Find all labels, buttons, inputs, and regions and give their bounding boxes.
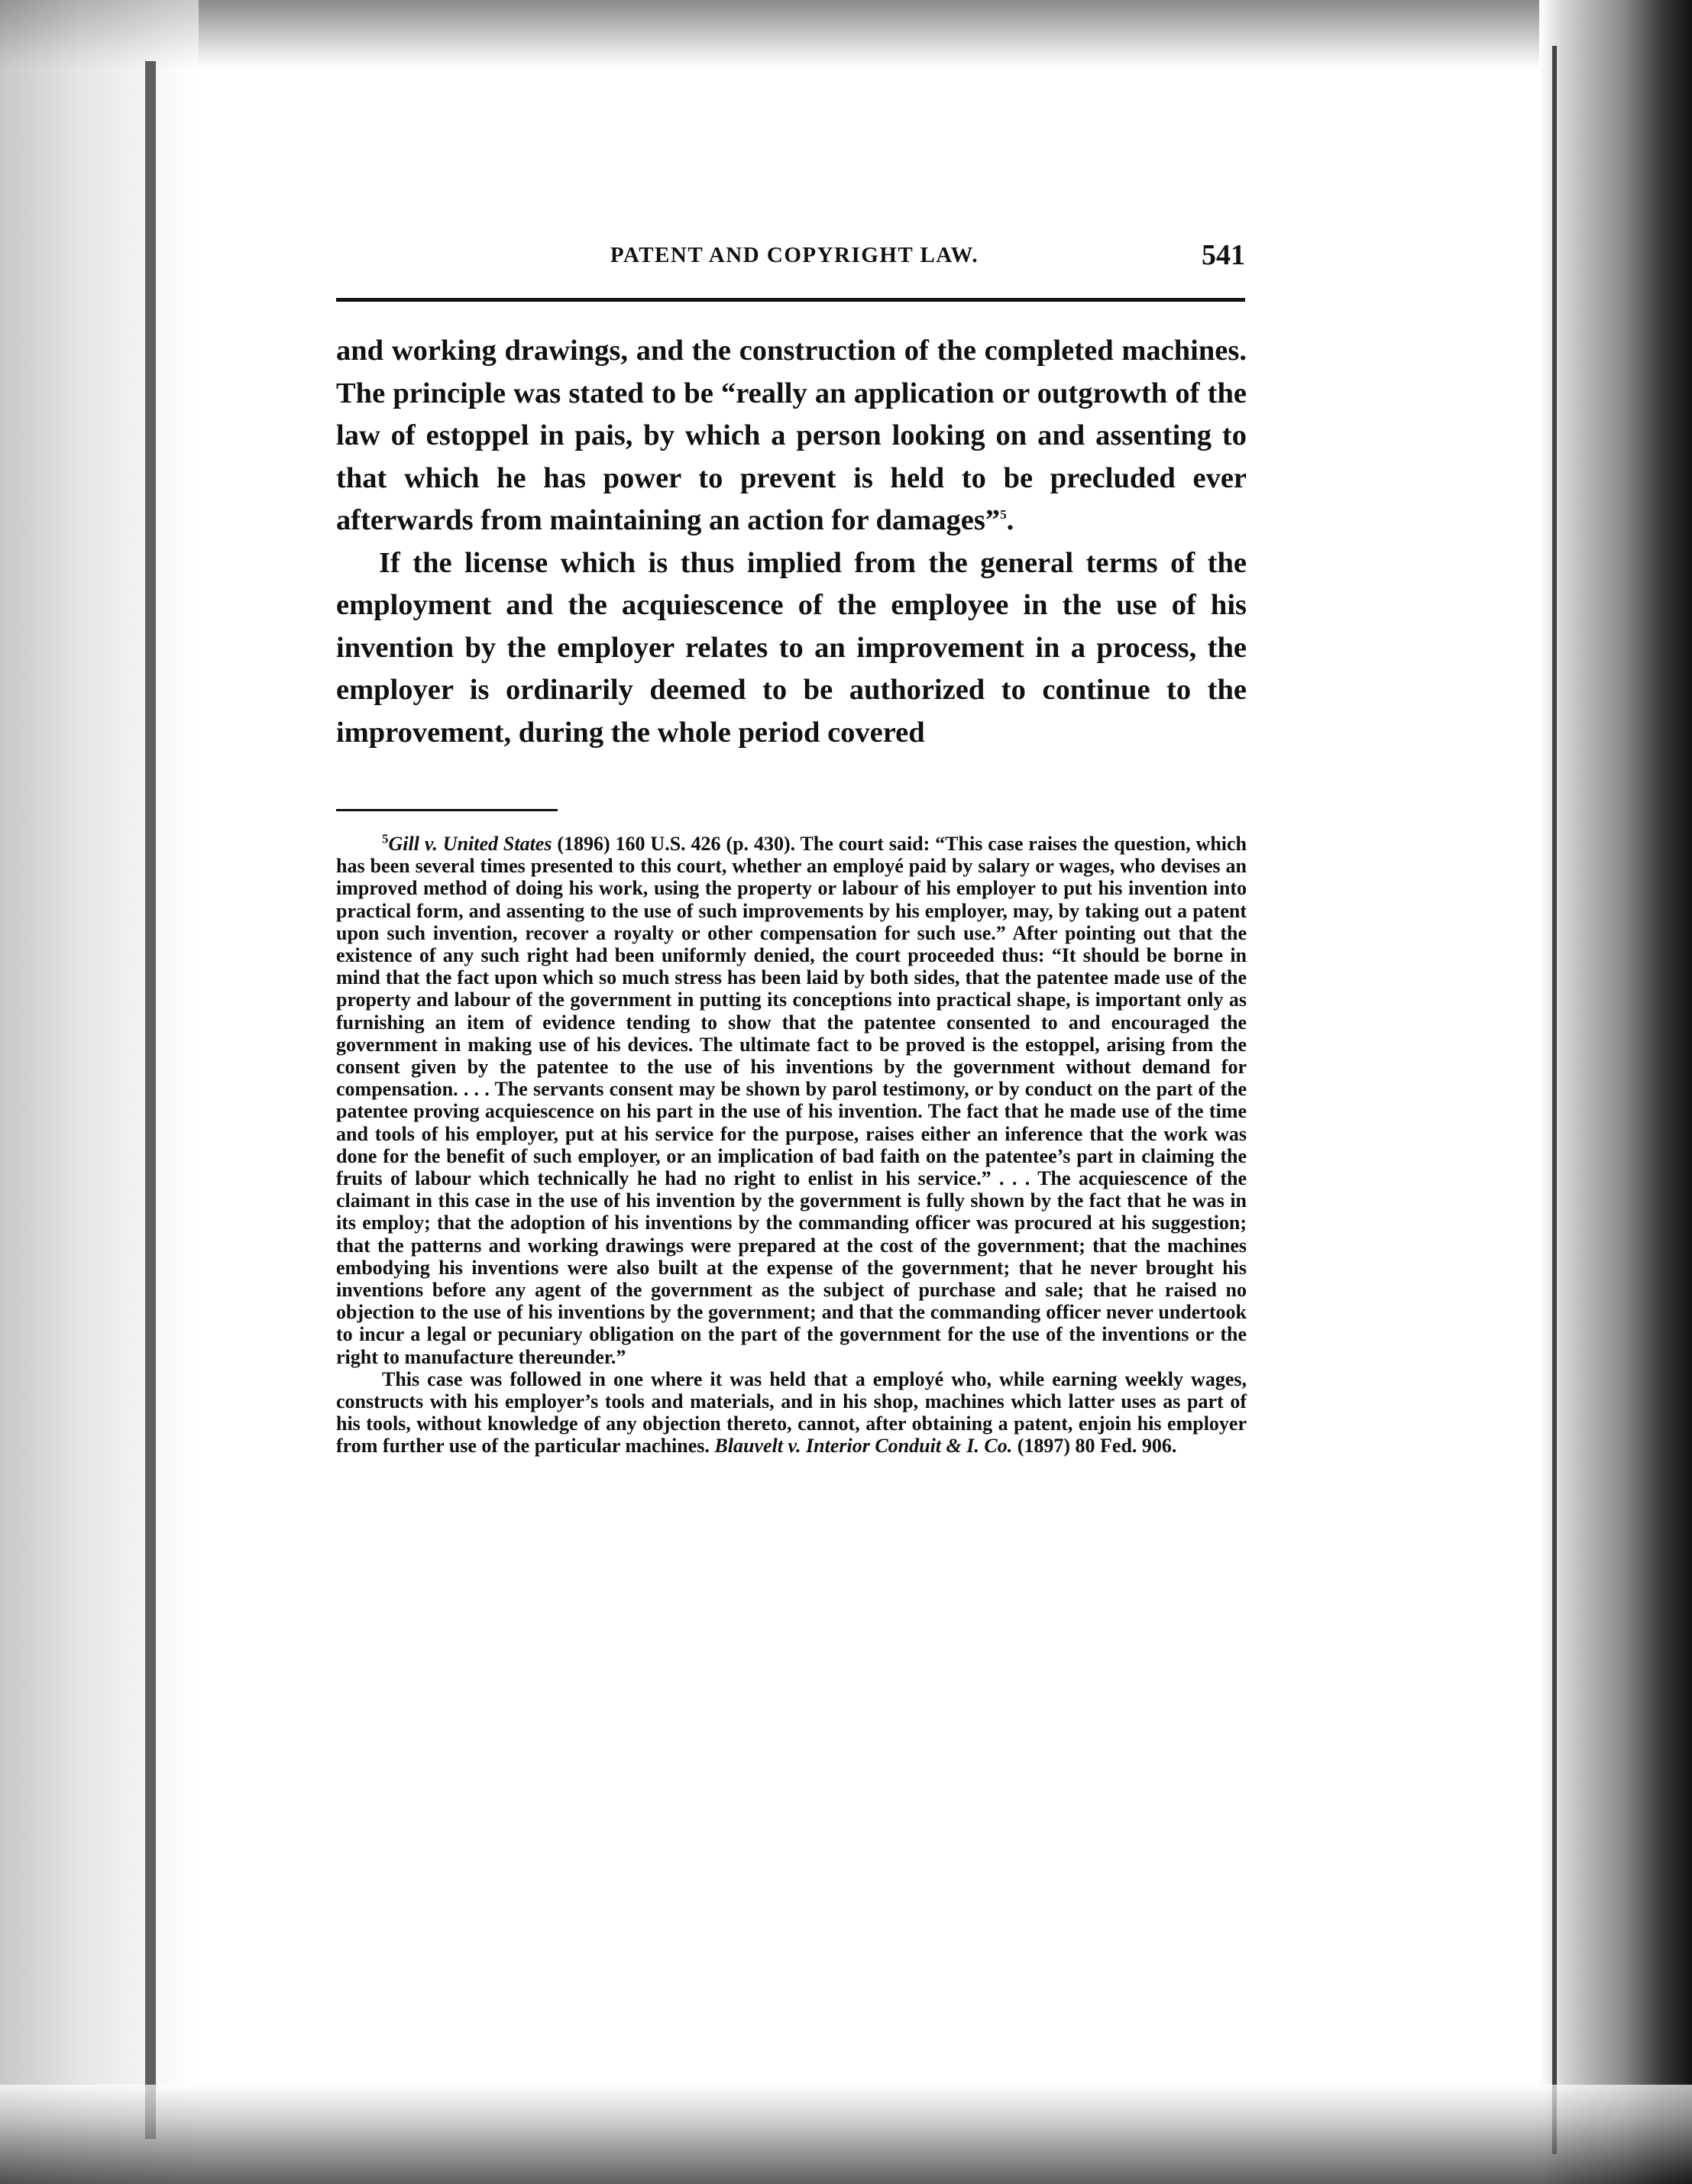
header-rule — [336, 298, 1245, 302]
case-citation: Gill v. United States — [388, 833, 552, 855]
main-text — [336, 330, 1247, 754]
footnotes — [336, 833, 1247, 1458]
footnote-rule — [336, 809, 558, 811]
footnote-text: This case was followed in one where it was held that a employé who, while earning weekly wages, constructs with his employer’s tools and materials, and in his shop, machines which latter uses as part of his tools, without knowledge of any objection thereto, cannot, after obtaining a patent, enjoin his employer from further use of the particular machines. — [336, 1367, 1247, 1458]
page-number: 541 — [1202, 239, 1245, 271]
running-title: PATENT AND COPYRIGHT LAW. — [610, 243, 979, 267]
footnote-paragraph — [336, 833, 1247, 1368]
running-header — [336, 239, 1245, 286]
paragraph-end: . — [1006, 504, 1014, 536]
footnote-paragraph — [336, 1368, 1247, 1458]
case-citation: Blauvelt v. Interior Conduit & I. Co. — [714, 1435, 1013, 1458]
footnote-reference: 5 — [1000, 507, 1007, 523]
footnote-marker: 5 — [382, 831, 389, 846]
paragraph-text: and working drawings, and the construction of the completed machines. The principle was stated to be “really an application or outgrowth of the law of estoppel in pais, by which a person looking on and assenting to that which he has power to prevent is held to be precluded ever afterwards from maintaining an action for damages” — [336, 335, 1247, 536]
body-paragraph — [336, 330, 1247, 542]
footnote-text: (1896) 160 U.S. 426 (p. 430). The court said: “This case raises the question, which has been several times presented to this court, whether an employé paid by salary or wages, who devises an improved method of doing his work, using the property or labour of his employer to put his invention into practical form, and assenting to the use of such improvements by his employer, may, by taking out a patent upon such invention, recover a royalty or other compensation for such use.” After pointing out that the existence of any such right had been uniformly denied, the court proceeded thus: “It should be borne in mind that the fact upon which so much stress has been laid by both sides, that the patentee made use of the property and labour of the government in putting its conceptions into practical shape, is important only as furnishing an item of evidence tending to show that the patentee consented to and encouraged the government in making use of his devices. The ultimate fact to be proved is the estoppel, arising from the consent given by the patentee to the use of his inventions by the government without demand for compensation. . . . The servants consent may be shown by parol testimony, or by conduct on the part of the patentee proving acquiescence on his part in the use of his invention. The fact that he made use of the time and tools of his employer, put at his service for the purpose, raises either an inference that the work was done for the benefit of such employer, or an implication of bad faith on the patentee’s part in claiming the fruits of labour which technically he had no right to enlist in his service.” . . . The acquiescence of the claimant in this case in the use of his invention by the government is fully shown by the fact that he was in its employ; that the adoption of his inventions by the commanding officer was procured at his suggestion; that the patterns and working drawings were prepared at the cost of the government; that the machines embodying his inventions were also built at the expense of the government; that he never brought his inventions before any agent of the government as the subject of purchase and sale; that he raised no objection to the use of his inventions by the government; and that the commanding officer never undertook to incur a legal or pecuniary obligation on the part of the government for the use of the inventions or the right to manufacture thereunder.” — [336, 833, 1247, 1368]
footnote-text: (1897) 80 Fed. 906. — [1012, 1435, 1177, 1458]
body-paragraph: If the license which is thus implied from the general terms of the employment and the acquiescence of the employee in the use of his invention by the employer relates to an improvement in a process, the employer is ordinarily deemed to be authorized to continue to the improvement, during the whole period covered — [336, 546, 1247, 749]
